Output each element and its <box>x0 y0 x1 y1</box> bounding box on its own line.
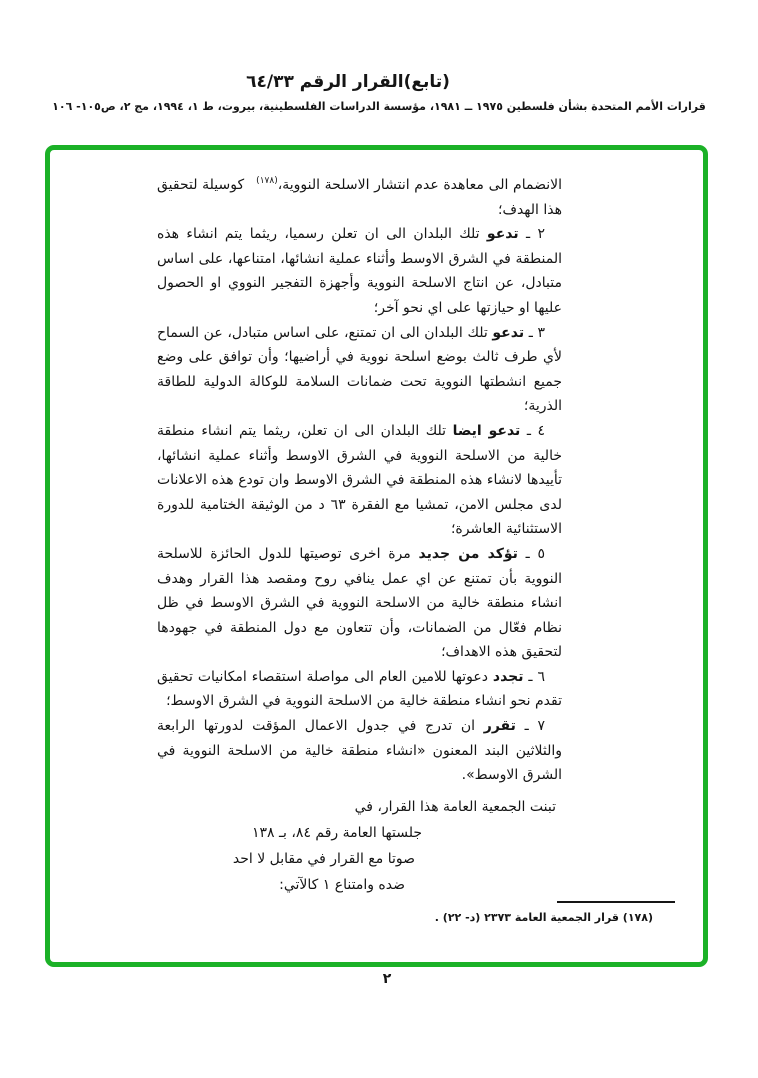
closing-block <box>157 794 562 898</box>
body-paragraph <box>157 321 562 419</box>
text-run: ٢ ـ <box>518 226 545 243</box>
footnote-text: (١٧٨) قرار الجمعية العامة ٢٣٧٣ (د- ٢٢) . <box>434 911 653 924</box>
emphasized-term: تؤكد من جديد <box>418 545 518 562</box>
text-run: تلك البلدان الى ان تعلن رسميا، ريثما يتم انشاء هذه المنطقة في الشرق الاوسط وأثناء عملية انشائها، امتناعها، على اساس متبادل، عن انتاج الاسلحة النووية وأجهزة التفجير النووي او الحصول عليها او حيازتها على اي نحو آخر؛ <box>157 226 562 316</box>
footnote-divider <box>557 901 675 903</box>
body-paragraph <box>157 169 562 222</box>
body-paragraph <box>157 542 562 665</box>
closing-line: جلستها العامة رقم ٨٤، بـ ١٣٨ <box>251 824 422 841</box>
text-run: مرة اخرى توصيتها للدول الحائزة للاسلحة النووية بأن تمتنع عن اي عمل ينافي روح ومقصد هذا القرار وهدف انشاء منطقة خالية من الاسلحة النووية في الشرق الاوسط في ظل نظام فعّال من الضمانات، وأن تتعاون مع دول المنطقة في جهودها لتحقيق هذه الاهداف؛ <box>157 545 562 661</box>
source-citation: قرارات الأمم المتحدة بشأن فلسطين ١٩٧٥ ــ ١٩٨١، مؤسسة الدراسات الفلسطينية، بيروت، ط ١، ١٩٩٤، مج ٢، ص١٠٥- ١٠٦ <box>52 100 706 113</box>
document-body <box>157 169 562 898</box>
text-run: ٥ ـ <box>517 545 545 562</box>
text-run: دعوتها للامين العام الى مواصلة استقصاء امكانيات تحقيق تقدم نحو انشاء منطقة خالية من الاسلحة النووية في الشرق الاوسط؛ <box>157 668 562 710</box>
text-run: الانضمام الى معاهدة عدم انتشار الاسلحة النووية، <box>277 177 562 193</box>
text-run: ٤ ـ <box>520 422 545 439</box>
body-paragraph <box>157 419 562 542</box>
text-run: تلك البلدان الى ان تعلن، ريثما يتم انشاء منطقة خالية من الاسلحة النووية في الشرق الاوسط وأثناء عملية انشائها، تأييدها لانشاء هذه المنطقة في الشرق الاوسط وان تودع هذه الاعلانات لدى مجلس الامن، تمشيا مع الفقرة ٦٣ د من الوثيقة الختامية للدورة الاستثنائية العاشرة؛ <box>157 422 563 538</box>
emphasized-term: تجدد <box>492 668 524 685</box>
text-run: ان تدرج في جدول الاعمال المؤقت لدورتها الرابعة والثلاثين البند المعنون «انشاء منطقة خالية من الاسلحة النووية في الشرق الاوسط». <box>157 718 562 784</box>
emphasized-term: تدعو ايضا <box>452 422 521 439</box>
closing-line: ضده وامتناع ١ كالآتي: <box>279 876 405 893</box>
emphasized-term: تدعو <box>492 324 525 341</box>
text-run: ٦ ـ <box>523 668 545 685</box>
text-run: ٧ ـ <box>515 718 545 735</box>
footnote-ref: (١٧٨) <box>256 176 278 186</box>
page-header <box>0 72 758 113</box>
closing-line: صوتا مع القرار في مقابل لا احد <box>232 850 415 867</box>
body-paragraph <box>157 222 562 320</box>
body-paragraph <box>157 714 562 788</box>
page-number: ٢ <box>382 971 392 987</box>
closing-line: تبنت الجمعية العامة هذا القرار، في <box>354 798 556 815</box>
emphasized-term: تدعو <box>486 226 519 243</box>
text-run: كوسيلة لتحقيق هذا الهدف؛ <box>157 177 562 218</box>
document-title: (تابع)القرار الرقم ٦٤/٣٣ <box>246 72 450 92</box>
body-paragraph <box>157 665 562 714</box>
text-run: ٣ ـ <box>524 324 545 341</box>
text-run: تلك البلدان الى ان تمتنع، على اساس متبادل، عن السماح لأي طرف ثالث بوضع اسلحة نووية في أراضيها؛ وأن توافق على وضع جميع انشطتها النووية تحت ضمانات السلامة للوكالة الدولية للطاقة الذرية؛ <box>157 324 562 415</box>
emphasized-term: تقرر <box>483 718 516 735</box>
